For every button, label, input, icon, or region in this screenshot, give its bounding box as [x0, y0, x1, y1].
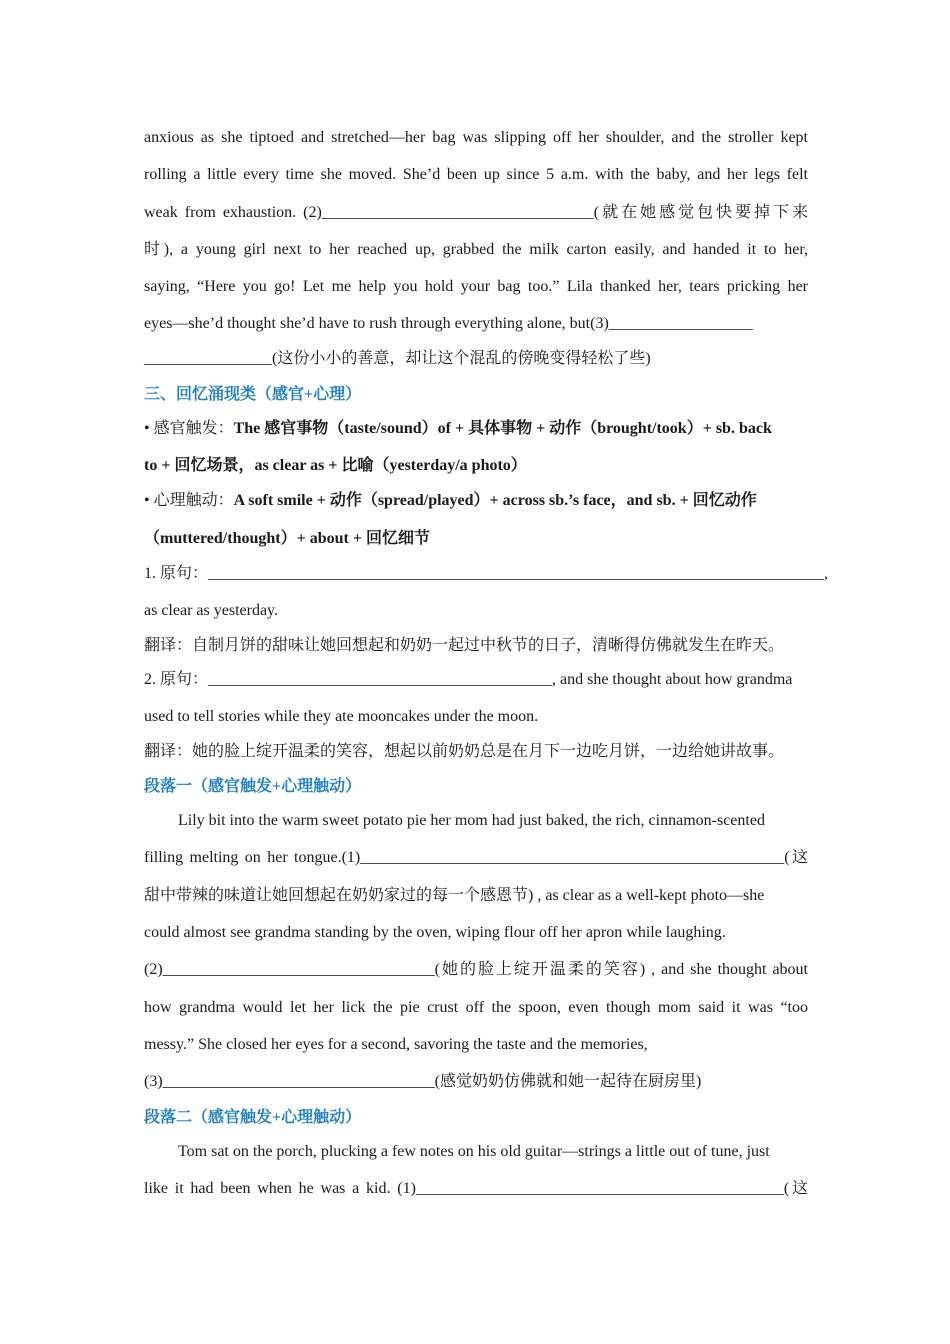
- example-1-translation: 翻译：自制月饼的甜味让她回想起和奶奶一起过中秋节的日子，清晰得仿佛就发生在昨天。: [144, 637, 785, 654]
- sensory-label: • 感官触发：: [144, 420, 234, 437]
- mental-formula-line-1: [144, 491, 757, 511]
- paragraph-1-heading: 段落一（感官触发+心理触动）: [144, 778, 362, 795]
- paragraph-2-heading: 段落二（感官触发+心理触动）: [144, 1109, 362, 1126]
- sensory-formula-line-1: [144, 419, 772, 439]
- mental-formula-line-2: （muttered/thought）+ about + 回忆细节: [144, 530, 430, 547]
- paragraph-1-line-7: messy.” She closed her eyes for a second, savoring the taste and the memories,: [144, 1036, 648, 1053]
- example-2-original: 2. 原句：___________________________________________, and she thought about how grandma: [144, 671, 793, 688]
- mental-label: • 心理触动：: [144, 492, 234, 509]
- paragraph-2-line-1: Tom sat on the porch, plucking a few notes on his old guitar—strings a little out of tune, just: [178, 1143, 770, 1160]
- paragraph-1-line-1: Lily bit into the warm sweet potato pie her mom had just baked, the rich, cinnamon-scented: [178, 812, 765, 829]
- paragraph-1-line-8: (3)__________________________________(感觉奶奶仿佛就和她一起待在厨房里): [144, 1073, 702, 1090]
- mental-formula: A soft smile + 动作（spread/played）+ across sb.’s face，and sb. + 回忆动作: [233, 492, 757, 509]
- paragraph-1-line-2: filling melting on her tongue.(1)_____________________________________________________(这: [144, 849, 808, 866]
- intro-line-6: eyes—she’d thought she’d have to rush through everything alone, but(3)__________________: [144, 315, 753, 332]
- intro-line-7: ________________(这份小小的善意，却让这个混乱的傍晚变得轻松了些): [144, 350, 651, 367]
- section-3-heading: 三、回忆涌现类（感官+心理）: [144, 386, 362, 403]
- example-1-original: 1. 原句：_____________________________________________________________________________,: [144, 565, 829, 582]
- intro-line-4: 时), a young girl next to her reached up, grabbed the milk carton easily, and handed it to her,: [144, 241, 808, 258]
- example-2-continuation: used to tell stories while they ate mooncakes under the moon.: [144, 708, 539, 725]
- paragraph-1-line-6: how grandma would let her lick the pie crust off the spoon, even though mom said it was “too: [144, 999, 808, 1016]
- intro-line-2: rolling a little every time she moved. She’d been up since 5 a.m. with the baby, and her legs felt: [144, 166, 808, 183]
- sensory-formula-line-2: to + 回忆场景，as clear as + 比喻（yesterday/a photo）: [144, 457, 527, 474]
- paragraph-1-line-5: (2)__________________________________(她的脸上绽开温柔的笑容) , and she thought about: [144, 961, 808, 978]
- sensory-formula: The 感官事物（taste/sound）of + 具体事物 + 动作（brought/took）+ sb. back: [233, 420, 772, 437]
- paragraph-1-line-3: 甜中带辣的味道让她回想起在奶奶家过的每一个感恩节) , as clear as a well-kept photo—she: [144, 887, 765, 904]
- intro-line-5: saying, “Here you go! Let me help you hold your bag too.” Lila thanked her, tears pricking her: [144, 278, 808, 295]
- paragraph-2-line-2: like it had been when he was a kid. (1)______________________________________________(这: [144, 1180, 808, 1197]
- intro-line-3: weak from exhaustion. (2)__________________________________(就在她感觉包快要掉下来: [144, 204, 808, 221]
- paragraph-1-line-4: could almost see grandma standing by the oven, wiping flour off her apron while laughing.: [144, 924, 726, 941]
- intro-line-1: anxious as she tiptoed and stretched—her bag was slipping off her shoulder, and the stroller kept: [144, 129, 808, 146]
- example-2-translation: 翻译：她的脸上绽开温柔的笑容，想起以前奶奶总是在月下一边吃月饼，一边给她讲故事。: [144, 743, 785, 760]
- example-1-continuation: as clear as yesterday.: [144, 602, 278, 619]
